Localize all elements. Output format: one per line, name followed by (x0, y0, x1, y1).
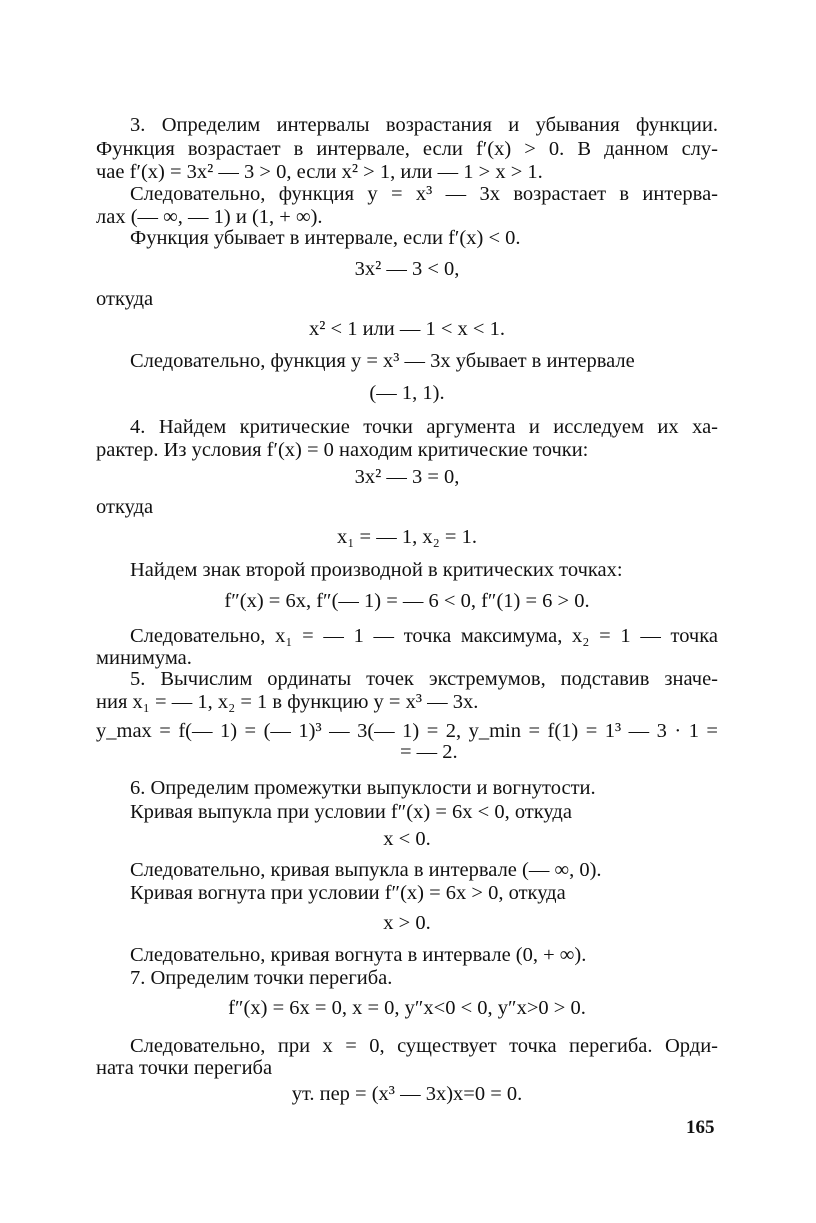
text-line: Кривая выпукла при условии f″(x) = 6x < 0, откуда (130, 801, 572, 823)
text-line: Следовательно, функция y = x³ — 3x возрастает в интерва- (130, 183, 718, 205)
text-line: Функция убывает в интервале, если f′(x) < 0. (130, 227, 521, 249)
formula: yт. пер = (x³ — 3x)x=0 = 0. (291, 1083, 523, 1105)
text-line: минимума. (96, 647, 192, 669)
text-line: чае f′(x) = 3x² — 3 > 0, если x² > 1, или — 1 > x > 1. (96, 161, 543, 183)
formula: = — 2. (400, 741, 458, 763)
text-line: лах (— ∞, — 1) и (1, + ∞). (96, 206, 323, 228)
text-line: 3. Определим интервалы возрастания и убывания функции. (130, 114, 718, 136)
text-line: откуда (96, 496, 154, 518)
formula: 3x² — 3 < 0, (354, 258, 460, 280)
page-number: 165 (686, 1117, 715, 1138)
text-line: 5. Вычислим ординаты точек экстремумов, подставив значе- (130, 668, 718, 690)
text-line: откуда (96, 288, 154, 310)
text-line: Следовательно, кривая выпукла в интервале (— ∞, 0). (130, 859, 602, 881)
formula: 3x² — 3 = 0, (354, 466, 460, 488)
text-line: Найдем знак второй производной в критических точках: (130, 559, 623, 581)
formula: x > 0. (383, 912, 431, 934)
text-line: 7. Определим точки перегиба. (130, 967, 393, 989)
text-line: Следовательно, функция y = x³ — 3x убывает в интервале (130, 350, 635, 372)
formula: x < 0. (383, 828, 431, 850)
formula: (— 1, 1). (369, 382, 445, 404)
text-line: ната точки перегиба (96, 1057, 273, 1079)
formula: f″(x) = 6x, f″(— 1) = — 6 < 0, f″(1) = 6 > 0. (224, 590, 590, 612)
text-line: Следовательно, x₁ = — 1 — точка максимума, x₂ = 1 — точка (130, 625, 718, 647)
formula: f″(x) = 6x = 0, x = 0, y″x<0 < 0, y″x>0 > 0. (228, 997, 586, 1019)
text-line: Кривая вогнута при условии f″(x) = 6x > 0, откуда (130, 882, 566, 904)
text-line: 6. Определим промежутки выпуклости и вогнутости. (130, 777, 596, 799)
text-line: Следовательно, кривая вогнута в интервале (0, + ∞). (130, 944, 587, 966)
text-line: 4. Найдем критические точки аргумента и исследуем их ха- (130, 416, 718, 438)
formula: y_max = f(— 1) = (— 1)³ — 3(— 1) = 2, y_min = f(1) = 1³ — 3 · 1 = (96, 720, 718, 742)
text-line: Функция возрастает в интервале, если f′(x) > 0. В данном слу- (96, 138, 718, 160)
formula: x₁ = — 1, x₂ = 1. (337, 526, 477, 548)
text-line: рактер. Из условия f′(x) = 0 находим критические точки: (96, 439, 589, 461)
formula: x² < 1 или — 1 < x < 1. (308, 318, 505, 340)
text-line: Следовательно, при x = 0, существует точка перегиба. Орди- (130, 1035, 718, 1057)
text-line: ния x₁ = — 1, x₂ = 1 в функцию y = x³ — 3x. (96, 691, 479, 713)
